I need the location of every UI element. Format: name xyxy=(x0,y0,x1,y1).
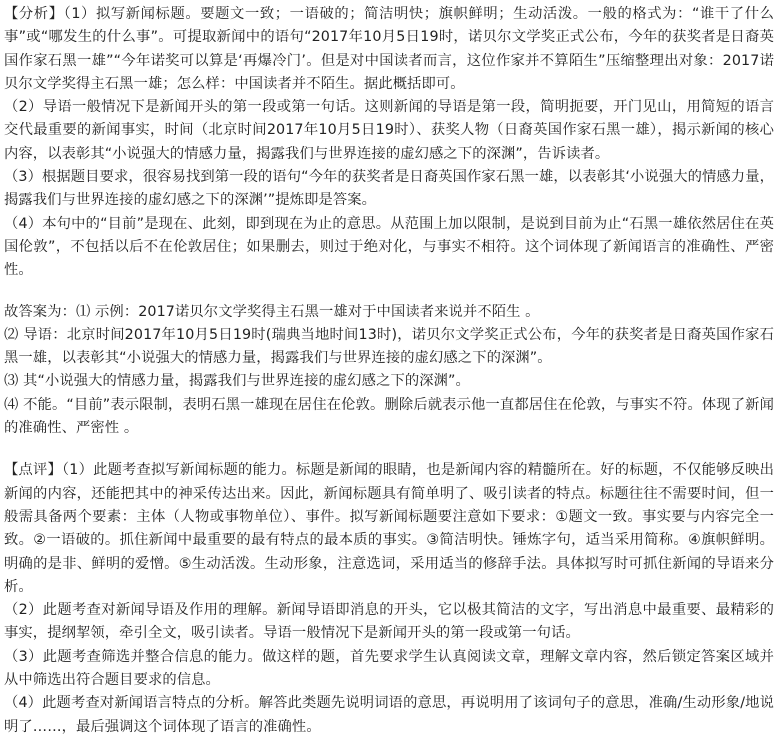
commentary-paragraph: （4）此题考查对新闻语言特点的分析。解答此类题先说明词语的意思，再说明用了该词句子的意思，准确/生动形象/地说明了……，最后强调这个词体现了语言的准确性。 xyxy=(4,695,774,735)
commentary-section xyxy=(4,459,774,739)
analysis-paragraph: （2）导语一般情况下是新闻开头的第一段或第一句话。这则新闻的导语是第一段，简明扼要，开门见山，用简短的语言交代最重要的新闻事实，时间（北京时间2017年10月5日19时）、获奖人物（日裔英国作家石黑一雄），揭示新闻的核心内容，以表彰其“小说强大的情感力量，揭露我们与世界连接的虚幻感之下的深渊”，告诉读者。 xyxy=(4,99,774,162)
answer-paragraph: ⑶ 其“小说强大的情感力量，揭露我们与世界连接的虚幻感之下的深渊”。 xyxy=(4,373,470,390)
answer-paragraph: ⑷ 不能。“目前”表示限制，表明石黑一雄现在居住在伦敦。删除后就表示他一直都居住在伦敦，与事实不符。体现了新闻的准确性、严密性 。 xyxy=(4,396,774,437)
commentary-paragraph: 【点评】（1）此题考查拟写新闻标题的能力。标题是新闻的眼睛，也是新闻内容的精髓所在。好的标题，不仅能够反映出新闻的内容，还能把其中的神采传达出来。因此，新闻标题具有简单明了、吸引读者的特点。标题往往不需要时间，但一般需具备两个要素：主体（人物或事物单位）、事件。拟写新闻标题要注意如下要求：①题文一致。事实要与内容完全一致。②一语破的。抓住新闻中最重要的最有特点的最本质的事实。③简洁明快。锤炼字句，适当采用简称。④旗帜鲜明。明确的是非、鲜明的爱憎。⑤生动活泼。生动形象，注意选词，采用适当的修辞手法。具体拟写时可抓住新闻的导语来分析。 xyxy=(4,462,774,595)
analysis-section xyxy=(4,3,774,283)
analysis-paragraph: （4）本句中的“目前”是现在、此刻，即到现在为止的意思。从范围上加以限制，是说到目前为止“石黑一雄依然居住在英国伦敦”，不包括以后不在伦敦居住；如果删去，则过于绝对化，与事实不相符。这个词体现了新闻语言的准确性、严密性。 xyxy=(4,215,774,279)
section-spacer xyxy=(4,440,774,459)
answer-section xyxy=(4,301,774,441)
analysis-paragraph: （3）根据题目要求，很容易找到第一段的语句“今年的获奖者是日裔英国作家石黑一雄，以表彰其‘小说强大的情感力量，揭露我们与世界连接的虚幻感之下的深渊’”提炼即是答案。 xyxy=(4,169,774,209)
answer-paragraph: ⑵ 导语：北京时间2017年10月5日19时(瑞典当地时间13时)，诺贝尔文学奖正式公布，今年的获奖者是日裔英国作家石黑一雄，以表彰其“小说强大的情感力量，揭露我们与世界连接的虚幻感之下的深渊”。 xyxy=(4,326,774,367)
analysis-paragraph: 【分析】（1）拟写新闻标题。要题文一致；一语破的；简洁明快；旗帜鲜明；生动活泼。一般的格式为：“谁干了什么事”或“哪发生的什么事”。可提取新闻中的语句“2017年10月5日19时，诺贝尔文学奖正式公布，今年的获奖者是日裔英国作家石黑一雄”“今年诺奖可以算是‘再爆冷门’。但是对中国读者而言，这位作家并不算陌生”压缩整理出对象：2017诺贝尔文学奖得主石黑一雄；怎么样：中国读者并不陌生。据此概括即可。 xyxy=(4,6,774,92)
commentary-paragraph: （2）此题考查对新闻导语及作用的理解。新闻导语即消息的开头，它以极其简洁的文字，写出消息中最重要、最精彩的事实，提纲挈领，牵引全文，吸引读者。导语一般情况下是新闻开头的第一段或第一句话。 xyxy=(4,602,774,642)
answer-paragraph: 故答案为：⑴ 示例：2017诺贝尔文学奖得主石黑一雄对于中国读者来说并不陌生 。 xyxy=(4,303,540,320)
commentary-paragraph: （3）此题考查筛选并整合信息的能力。做这样的题，首先要求学生认真阅读文章，理解文章内容，然后锁定答案区域并从中筛选出符合题目要求的信息。 xyxy=(4,648,774,689)
section-spacer xyxy=(4,283,774,301)
